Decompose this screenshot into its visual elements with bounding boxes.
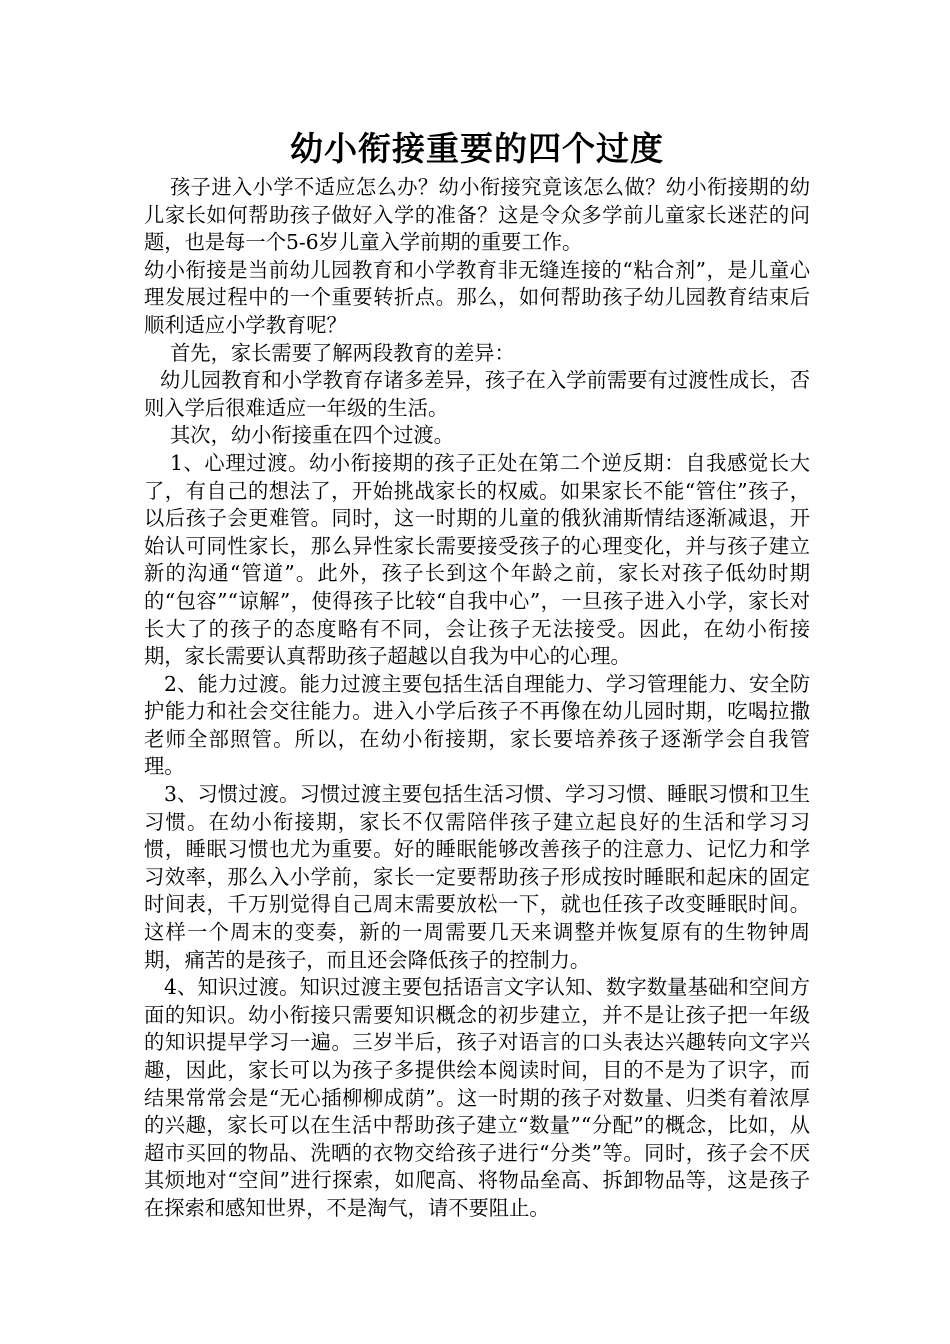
paragraph-intro: 孩子进入小学不适应怎么办？幼小衔接究竟该怎么做？幼小衔接期的幼儿家长如何帮助孩子做好入学的准备？这是令众多学前儿童家长迷茫的问题，也是每一个5-6岁儿童入学前期的重要工作。 xyxy=(144,175,810,255)
paragraph-second: 其次，幼小衔接重在四个过渡。 xyxy=(170,423,454,448)
document-title: 幼小衔接重要的四个过度 xyxy=(290,129,664,168)
paragraph-habit-transition: 3、习惯过渡。习惯过渡主要包括生活习惯、学习习惯、睡眠习惯和卫生习惯。在幼小衔接期，家长不仅需陪伴孩子建立起良好的生活和学习习惯，睡眠习惯也尤为重要。好的睡眠能够改善孩子的注意力、记忆力和学习效率，那么入小学前，家长一定要帮助孩子形成按时睡眠和起床的固定时间表，千万别觉得自己周末需要放松一下，就也任孩子改变睡眠时间。这样一个周末的变奏，新的一周需要几天来调整并恢复原有的生物钟周期，痛苦的是孩子，而且还会降低孩子的控制力。 xyxy=(144,782,810,972)
paragraph-first: 首先，家长需要了解两段教育的差异： xyxy=(170,340,515,365)
paragraph-difference: 幼儿园教育和小学教育存诸多差异，孩子在入学前需要有过渡性成长，否则入学后很难适应一年级的生活。 xyxy=(144,368,810,420)
paragraph-definition: 幼小衔接是当前幼儿园教育和小学教育非无缝连接的“粘合剂”，是儿童心理发展过程中的一个重要转折点。那么，如何帮助孩子幼儿园教育结束后顺利适应小学教育呢？ xyxy=(144,257,810,337)
paragraph-knowledge-transition: 4、知识过渡。知识过渡主要包括语言文字认知、数字数量基础和空间方面的知识。幼小衔接只需要知识概念的初步建立，并不是让孩子把一年级的知识提早学习一遍。三岁半后，孩子对语言的口头表达兴趣转向文字兴趣，因此，家长可以为孩子多提供绘本阅读时间，目的不是为了识字，而结果常常会是“无心插柳柳成荫”。这一时期的孩子对数量、归类有着浓厚的兴趣，家长可以在生活中帮助孩子建立“数量”“分配”的概念，比如，从超市买回的物品、洗晒的衣物交给孩子进行“分类”等。同时，孩子会不厌其烦地对“空间”进行探索，如爬高、将物品垒高、拆卸物品等，这是孩子在探索和感知世界，不是淘气，请不要阻止。 xyxy=(144,975,810,1220)
paragraph-psychological-transition: 1、心理过渡。幼小衔接期的孩子正处在第二个逆反期：自我感觉长大了，有自己的想法了，开始挑战家长的权威。如果家长不能“管住”孩子，以后孩子会更难管。同时，这一时期的儿童的俄狄浦斯情结逐渐减退，开始认可同性家长，那么异性家长需要接受孩子的心理变化，并与孩子建立新的沟通“管道”。此外，孩子长到这个年龄之前，家长对孩子低幼时期的“包容”“谅解”，使得孩子比较“自我中心”，一旦孩子进入小学，家长对长大了的孩子的态度略有不同，会让孩子无法接受。因此，在幼小衔接期，家长需要认真帮助孩子超越以自我为中心的心理。 xyxy=(144,450,810,669)
document-page xyxy=(144,124,810,1223)
paragraph-ability-transition: 2、能力过渡。能力过渡主要包括生活自理能力、学习管理能力、安全防护能力和社会交往能力。进入小学后孩子不再像在幼儿园时期，吃喝拉撒老师全部照管。所以，在幼小衔接期，家长要培养孩子逐渐学会自我管理。 xyxy=(144,671,810,779)
